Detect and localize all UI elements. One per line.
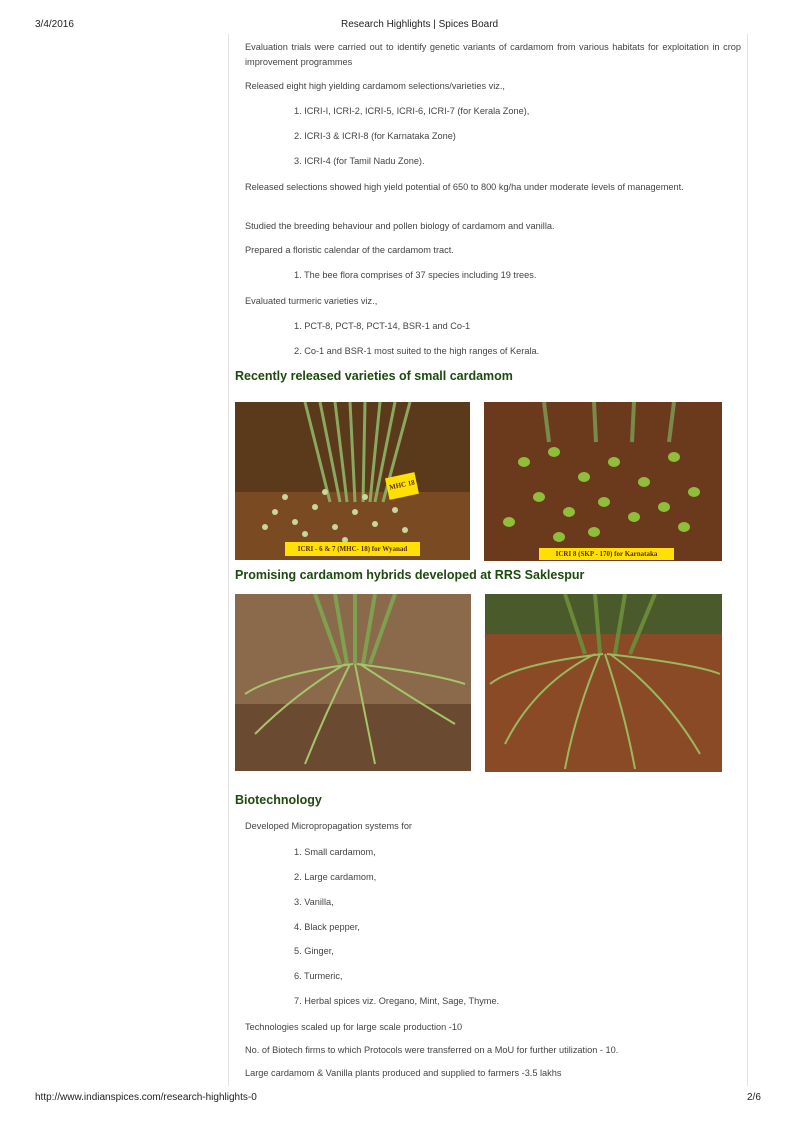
heading-biotechnology: Biotechnology [235, 793, 322, 807]
paragraph-evaluation: Evaluation trials were carried out to identify genetic variants of cardamom from various habitats for exploitation in crop improvement programmes [245, 42, 741, 67]
paragraph-plants-supplied: Large cardamom & Vanilla plants produced and supplied to farmers -3.5 lakhs [245, 1068, 562, 1078]
list-item: 7. Herbal spices viz. Oregano, Mint, Sage, Thyme. [294, 996, 500, 1006]
photo-caption-left: ICRI - 6 & 7 (MHC- 18) for Wyanad [297, 545, 408, 553]
paragraph-breeding: Studied the breeding behaviour and pollen biology of cardamom and vanilla. [245, 221, 555, 231]
paragraph-turmeric: Evaluated turmeric varieties viz., [245, 296, 378, 306]
photo-caption-right: ICRI 8 (SKP - 170) for Karnataka [555, 550, 658, 558]
paragraph-released: Released eight high yielding cardamom selections/varieties viz., [245, 81, 505, 91]
list-item: 3. ICRI-4 (for Tamil Nadu Zone). [294, 156, 425, 166]
list-item: 2. Co-1 and BSR-1 most suited to the high ranges of Kerala. [294, 346, 540, 356]
paragraph-biotech-firms: No. of Biotech firms to which Protocols were transferred on a MoU for further utilization - 10. [245, 1045, 619, 1055]
list-item: 3. Vanilla, [294, 897, 334, 907]
list-item: 1. ICRI-I, ICRI-2, ICRI-5, ICRI-6, ICRI-7 (for Kerala Zone), [294, 106, 530, 116]
cardamom-photo-icri-6-7 [235, 402, 470, 560]
cardamom-hybrid-photo-1 [235, 594, 471, 771]
cardamom-photo-icri-8 [484, 402, 722, 561]
content-right-border [747, 34, 748, 1086]
list-item: 2. Large cardamom, [294, 872, 377, 882]
paragraph-yield: Released selections showed high yield potential of 650 to 800 kg/ha under moderate levels of management. [245, 182, 684, 192]
list-item: 2. ICRI-3 & ICRI-8 (for Karnataka Zone) [294, 131, 456, 141]
heading-varieties: Recently released varieties of small cardamom [235, 369, 513, 383]
page-header-title: Research Highlights | Spices Board [341, 19, 499, 30]
page-header-date: 3/4/2016 [35, 19, 74, 30]
footer-page-number: 2/6 [747, 1092, 761, 1103]
list-item: 1. The bee flora comprises of 37 species including 19 trees. [294, 270, 537, 280]
paragraph-technologies: Technologies scaled up for large scale production -10 [245, 1022, 463, 1032]
photo-sign-label: MHC 18 [388, 478, 416, 492]
paragraph-micropropagation: Developed Micropropagation systems for [245, 821, 412, 831]
list-item: 1. PCT-8, PCT-8, PCT-14, BSR-1 and Co-1 [294, 321, 471, 331]
list-item: 4. Black pepper, [294, 922, 360, 932]
list-item: 1. Small cardamom, [294, 847, 376, 857]
footer-url[interactable]: http://www.indianspices.com/research-highlights-0 [35, 1092, 257, 1103]
list-item: 6. Turmeric, [294, 971, 343, 981]
content-left-border [228, 34, 229, 1086]
heading-hybrids: Promising cardamom hybrids developed at RRS Saklespur [235, 568, 585, 582]
cardamom-hybrid-photo-2 [485, 594, 722, 772]
list-item: 5. Ginger, [294, 946, 334, 956]
paragraph-floristic: Prepared a floristic calendar of the cardamom tract. [245, 245, 454, 255]
